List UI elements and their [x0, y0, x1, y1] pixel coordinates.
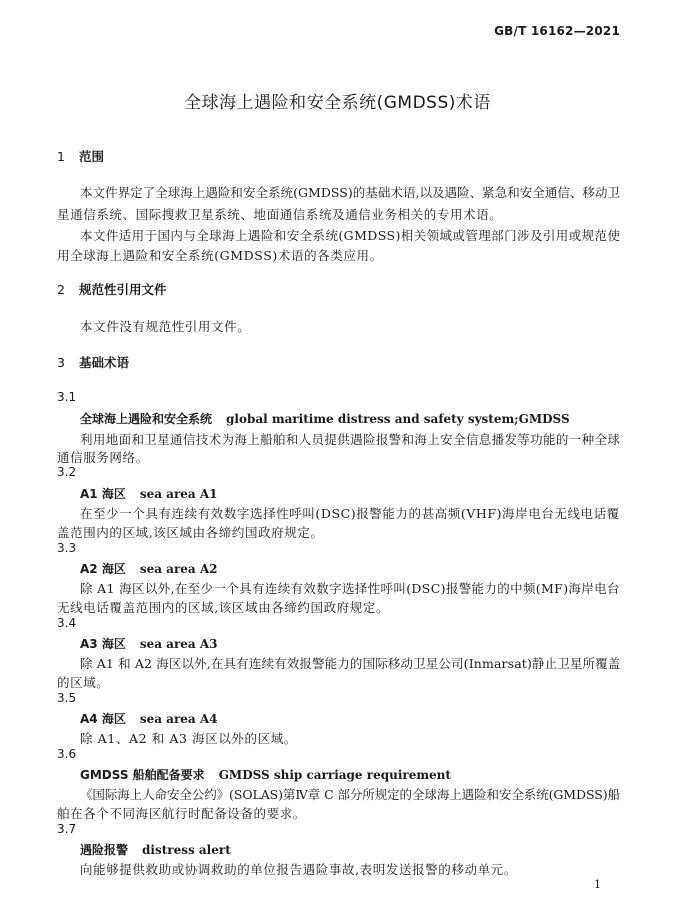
paragraph-line: 本文件适用于国内与全球海上遇险和安全系统(GMDSS)相关领域或管理部门涉及引用或规范使: [80, 228, 621, 243]
term-en: GMDSS ship carriage requirement: [218, 768, 451, 782]
section-title: 基础术语: [79, 355, 130, 370]
definition-line: 舶在各个不同海区航行时配备设备的要求。: [57, 806, 306, 821]
definition-line: 除 A1 海区以外,在至少一个具有连续有效数字选择性呼叫(DSC)报警能力的中频(MF)海岸电台: [80, 581, 620, 596]
term-heading: [80, 485, 218, 502]
clause-number: 3.4: [57, 616, 77, 630]
paragraph-line: 用全球海上遇险和安全系统(GMDSS)术语的各类应用。: [57, 248, 383, 263]
section-number: 2: [57, 282, 65, 297]
paragraph-line: 星通信系统、国际搜救卫星系统、地面通信系统及通信业务相关的专用术语。: [57, 207, 503, 222]
term-cn: 遇险报警: [80, 843, 129, 857]
clause-number: 3.1: [57, 390, 77, 404]
page-number: 1: [594, 878, 601, 891]
clause-number: 3.6: [57, 747, 77, 761]
term-cn: A2 海区: [80, 562, 126, 576]
definition-line: 无线电话覆盖范围内的区域,该区域由各缔约国政府规定。: [57, 600, 390, 615]
clause-number: 3.2: [57, 465, 77, 479]
definition-line: 除 A1、A2 和 A3 海区以外的区域。: [80, 731, 297, 746]
section-title: 规范性引用文件: [79, 282, 167, 297]
term-cn: 全球海上遇险和安全系统: [80, 412, 213, 426]
clause-number: 3.5: [57, 691, 77, 705]
section-1-heading: [57, 147, 104, 165]
definition-line: 《国际海上人命安全公约》(SOLAS)第Ⅳ章 C 部分所规定的全球海上遇险和安全系统(GMDSS)船: [80, 787, 620, 802]
document-title: 全球海上遇险和安全系统(GMDSS)术语: [184, 93, 491, 113]
definition-line: 向能够提供救助或协调救助的单位报告遇险事故,表明发送报警的移动单元。: [80, 862, 517, 877]
section-title: 范围: [79, 149, 105, 164]
definition-line: 除 A1 和 A2 海区以外,在具有连续有效报警能力的国际移动卫星公司(Inmarsat)静止卫星所覆盖: [80, 656, 621, 671]
term-heading: [80, 635, 218, 652]
term-heading: [80, 410, 570, 427]
definition-line: 通信服务网络。: [57, 450, 149, 465]
section-2-heading: [57, 280, 167, 298]
term-heading: [80, 766, 451, 783]
definition-line: 在至少一个具有连续有效数字选择性呼叫(DSC)报警能力的甚高频(VHF)海岸电台无线电话覆: [80, 506, 620, 521]
paragraph-line: 本文件没有规范性引用文件。: [80, 319, 251, 334]
definition-line: 利用地面和卫星通信技术为海上船舶和人员提供遇险报警和海上安全信息播发等功能的一种全球: [80, 432, 621, 447]
term-en: sea area A3: [139, 637, 218, 651]
term-cn: A1 海区: [80, 487, 126, 501]
term-en: global maritime distress and safety system;GMDSS: [226, 412, 570, 426]
term-en: sea area A4: [139, 712, 218, 726]
paragraph-line: 本文件界定了全球海上遇险和安全系统(GMDSS)的基础术语,以及遇险、紧急和安全通信、移动卫: [80, 185, 621, 200]
section-number: 1: [57, 149, 65, 164]
term-cn: A4 海区: [80, 712, 126, 726]
term-heading: [80, 710, 218, 727]
term-cn: GMDSS 船舶配备要求: [80, 768, 205, 782]
definition-line: 的区域。: [57, 675, 110, 690]
term-en: distress alert: [142, 843, 231, 857]
section-3-heading: [57, 353, 129, 371]
clause-number: 3.3: [57, 541, 77, 555]
section-number: 3: [57, 355, 65, 370]
definition-line: 盖范围内的区域,该区域由各缔约国政府规定。: [57, 525, 324, 540]
term-en: sea area A1: [139, 487, 218, 501]
term-heading: [80, 841, 231, 858]
term-cn: A3 海区: [80, 637, 126, 651]
standard-code: GB/T 16162—2021: [494, 24, 620, 38]
term-heading: [80, 560, 218, 577]
clause-number: 3.7: [57, 822, 77, 836]
term-en: sea area A2: [139, 562, 218, 576]
